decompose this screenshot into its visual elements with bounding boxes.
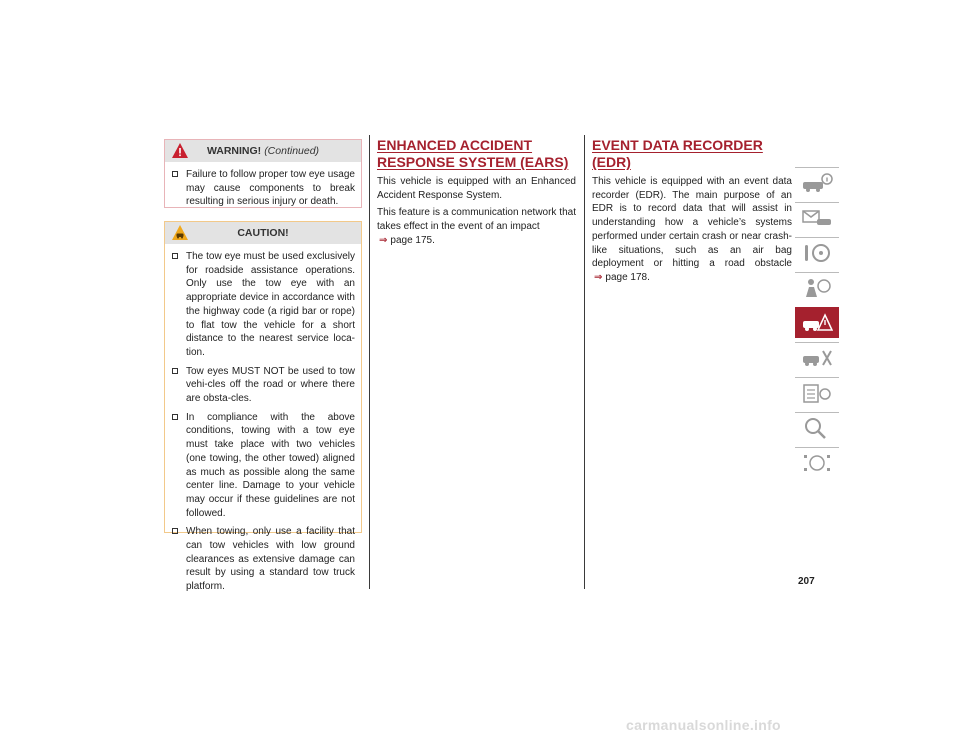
mail-car-icon xyxy=(801,207,833,229)
bullet-square-icon xyxy=(172,171,178,177)
watermark: carmanualsonline.info xyxy=(626,717,781,733)
ears-section xyxy=(377,137,576,248)
bullet-square-icon xyxy=(172,253,178,259)
warning-item: Failure to follow proper tow eye usage may cause components to break resulting in serious injury or death. xyxy=(172,168,355,209)
edr-heading: EVENT DATA RECORDER (EDR) xyxy=(592,137,763,170)
tab-emergency[interactable] xyxy=(795,307,839,338)
page-number: 207 xyxy=(798,576,815,587)
tab-multimedia[interactable] xyxy=(795,447,839,478)
tab-search[interactable] xyxy=(795,412,839,443)
caution-item: Tow eyes MUST NOT be used to tow vehi-cles off the road or where there are obsta-cles. xyxy=(172,365,355,406)
caution-car-icon xyxy=(171,224,189,242)
bullet-square-icon xyxy=(172,368,178,374)
edr-page-link[interactable]: page 178. xyxy=(605,271,650,283)
warning-subtitle: (Continued) xyxy=(264,145,320,157)
search-icon xyxy=(801,417,833,439)
warning-box xyxy=(164,139,362,208)
car-info-icon xyxy=(801,172,833,194)
tab-airbag[interactable] xyxy=(795,272,839,303)
bullet-square-icon xyxy=(172,414,178,420)
airbag-icon xyxy=(801,277,833,299)
emergency-car-icon xyxy=(801,312,833,334)
warning-icon xyxy=(171,142,189,160)
caution-title: CAUTION! xyxy=(237,227,289,239)
column-divider-left xyxy=(369,135,370,589)
edr-paragraph: This vehicle is equipped with an event data recorder (EDR). The main purpose of an EDR is to record data that will assist in understanding how a vehicle’s systems performed under certain crash or near crash-like situations, such as an air bag deployment or hitting a road obstacle ⇒ page 178. xyxy=(592,176,792,283)
bullet-square-icon xyxy=(172,528,178,534)
ears-heading: ENHANCED ACCIDENT RESPONSE SYSTEM (EARS) xyxy=(377,137,569,170)
tab-service[interactable] xyxy=(795,342,839,373)
ears-paragraph-1: This vehicle is equipped with an Enhanced Accident Response System. xyxy=(377,176,576,201)
tab-steering[interactable] xyxy=(795,237,839,268)
ears-paragraph-2: This feature is a communication network that takes effect in the event of an impact ⇒ page 175. xyxy=(377,207,576,246)
ears-page-link[interactable]: page 175. xyxy=(390,234,435,246)
steering-icon xyxy=(801,242,833,264)
caution-box xyxy=(164,221,362,593)
caution-item: When towing, only use a facility that can tow vehicles with low ground clearances as extensive damage can result by using a standard tow truck platform. xyxy=(172,525,355,594)
service-car-icon xyxy=(801,347,833,369)
specs-icon xyxy=(801,382,833,404)
page-ref-arrow-icon: ⇒ xyxy=(594,271,603,283)
tab-car-info[interactable] xyxy=(795,167,839,198)
warning-title: WARNING! xyxy=(206,145,262,157)
column-divider-right xyxy=(584,135,585,589)
caution-item: The tow eye must be used exclusively for roadside assistance operations. Only use the tow eye with an appropriate device in accordance with the highway code (a rigid bar or rope) to flat tow the vehicle for a short distance to the nearest service loca-tion. xyxy=(172,250,355,360)
page-ref-arrow-icon: ⇒ xyxy=(379,234,388,246)
caution-item: In compliance with the above conditions, towing with a tow eye must take place with two vehicles (one towing, the other towed) aligned as much as possible along the same center line. Damage to your vehicle may occur if these guidelines are not followed. xyxy=(172,411,355,521)
edr-section xyxy=(592,137,792,285)
tab-specs[interactable] xyxy=(795,377,839,408)
warning-header xyxy=(165,140,361,162)
tab-mail-car[interactable] xyxy=(795,202,839,233)
caution-header xyxy=(165,222,361,244)
multimedia-icon xyxy=(801,452,833,474)
